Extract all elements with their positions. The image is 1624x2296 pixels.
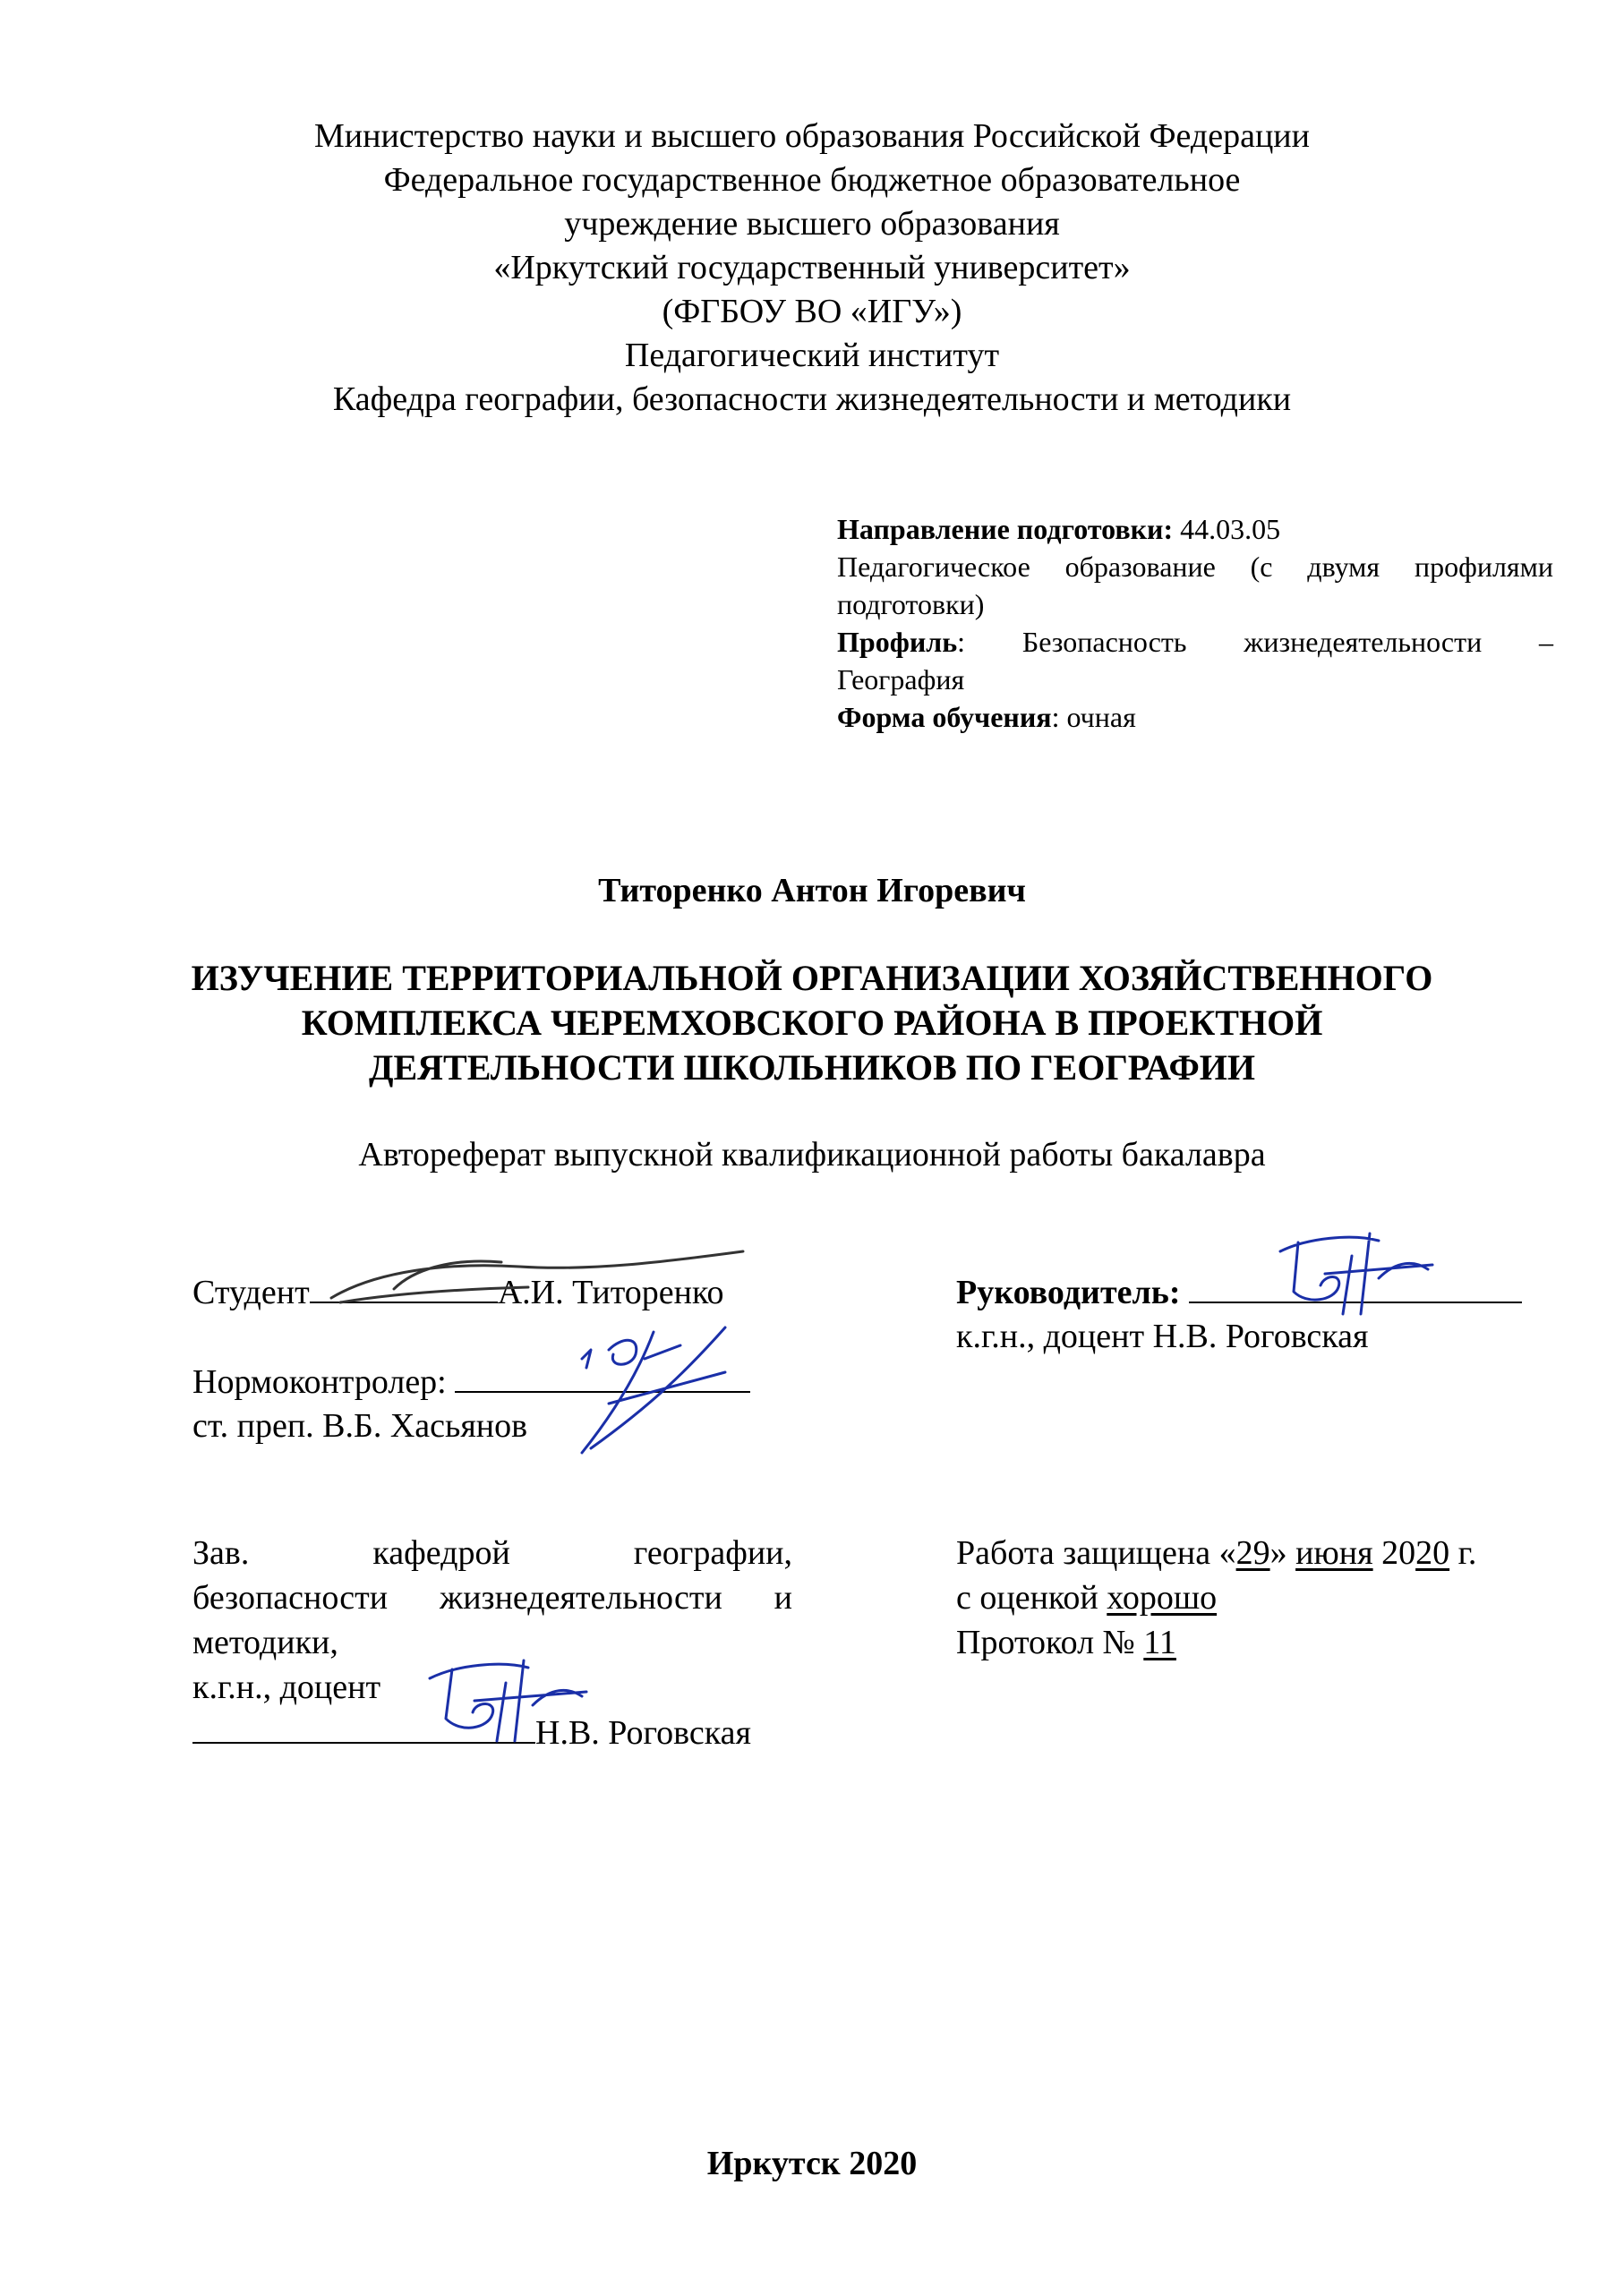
thesis-title bbox=[0, 956, 1624, 1090]
city-year: Иркутск 2020 bbox=[706, 2145, 918, 2182]
header-line: «Иркутский государственный университет» bbox=[493, 249, 1131, 286]
form-label: Форма обучения bbox=[837, 701, 1052, 733]
program-info bbox=[837, 510, 1553, 736]
direction-text-1: Педагогическое образование (с двумя профилями bbox=[837, 551, 1553, 583]
header-line: учреждение высшего образования bbox=[564, 205, 1060, 243]
defense-date-line bbox=[956, 1531, 1476, 1575]
normcontrol-title: ст. преп. В.Б. Хасьянов bbox=[192, 1407, 528, 1445]
profile-line bbox=[837, 623, 1553, 661]
profile-text-2: География bbox=[837, 663, 965, 696]
normcontrol-signature-icon bbox=[555, 1323, 761, 1457]
supervisor-label: Руководитель: bbox=[956, 1274, 1181, 1311]
direction-text-2: подготовки) bbox=[837, 588, 985, 620]
title-line: ДЕЯТЕЛЬНОСТИ ШКОЛЬНИКОВ ПО ГЕОГРАФИИ bbox=[368, 1047, 1256, 1088]
title-line: ИЗУЧЕНИЕ ТЕРРИТОРИАЛЬНОЙ ОРГАНИЗАЦИИ ХОЗЯЙСТВЕННОГО bbox=[191, 958, 1433, 998]
header-line: Министерство науки и высшего образования Российской Федерации bbox=[314, 117, 1310, 155]
header-line: Педагогический институт bbox=[624, 337, 1000, 374]
supervisor-signature-icon bbox=[1271, 1225, 1441, 1323]
direction-code: 44.03.05 bbox=[1180, 513, 1281, 545]
header-line: Федеральное государственное бюджетное образовательное bbox=[383, 161, 1241, 199]
defense-year-suffix: 20 bbox=[1415, 1534, 1450, 1572]
protocol-prefix: Протокол № bbox=[956, 1624, 1144, 1661]
student-label: Студент bbox=[192, 1274, 310, 1311]
protocol-line bbox=[956, 1620, 1476, 1665]
supervisor-title: к.г.н., доцент Н.В. Роговская bbox=[956, 1318, 1369, 1355]
defense-year-prefix: 20 bbox=[1372, 1534, 1416, 1572]
head-line: методики, bbox=[192, 1624, 338, 1661]
direction-line bbox=[837, 510, 1553, 548]
defense-block bbox=[956, 1531, 1476, 1665]
student-signature-icon bbox=[322, 1235, 770, 1316]
direction-label: Направление подготовки: bbox=[837, 513, 1174, 545]
head-signature-icon bbox=[421, 1652, 600, 1750]
grade-prefix: с оценкой bbox=[956, 1579, 1107, 1617]
form-line bbox=[837, 698, 1553, 736]
defense-month: июня bbox=[1295, 1534, 1373, 1572]
form-text: : очная bbox=[1051, 701, 1136, 733]
normcontrol-label: Нормоконтролер: bbox=[192, 1363, 447, 1401]
defense-year-end: г. bbox=[1449, 1534, 1477, 1572]
title-line: КОМПЛЕКСА ЧЕРЕМХОВСКОГО РАЙОНА В ПРОЕКТНОЙ bbox=[301, 1003, 1323, 1043]
defense-prefix: Работа защищена « bbox=[956, 1534, 1236, 1572]
header-line: (ФГБОУ ВО «ИГУ») bbox=[662, 293, 962, 330]
protocol-number: 11 bbox=[1143, 1624, 1176, 1661]
header-line: Кафедра географии, безопасности жизнедеятельности и методики bbox=[332, 380, 1292, 418]
document-genre: Автореферат выпускной квалификационной работы бакалавра bbox=[358, 1136, 1266, 1174]
head-name: Н.В. Роговская bbox=[535, 1714, 751, 1752]
profile-text: : Безопасность жизнедеятельности – bbox=[957, 626, 1553, 658]
author-name: Титоренко Антон Игоревич bbox=[598, 872, 1026, 909]
head-line: к.г.н., доцент bbox=[192, 1669, 381, 1706]
profile-label: Профиль bbox=[837, 626, 958, 658]
head-line: Зав. кафедрой географии, bbox=[192, 1534, 792, 1572]
defense-mid: » bbox=[1269, 1534, 1296, 1572]
defense-grade-line bbox=[956, 1575, 1476, 1620]
student-name: А.И. Титоренко bbox=[497, 1274, 724, 1311]
grade-value: хорошо bbox=[1107, 1579, 1218, 1617]
institution-header bbox=[0, 115, 1624, 422]
defense-day: 29 bbox=[1235, 1534, 1270, 1572]
head-line: безопасности жизнедеятельности и bbox=[192, 1579, 792, 1617]
